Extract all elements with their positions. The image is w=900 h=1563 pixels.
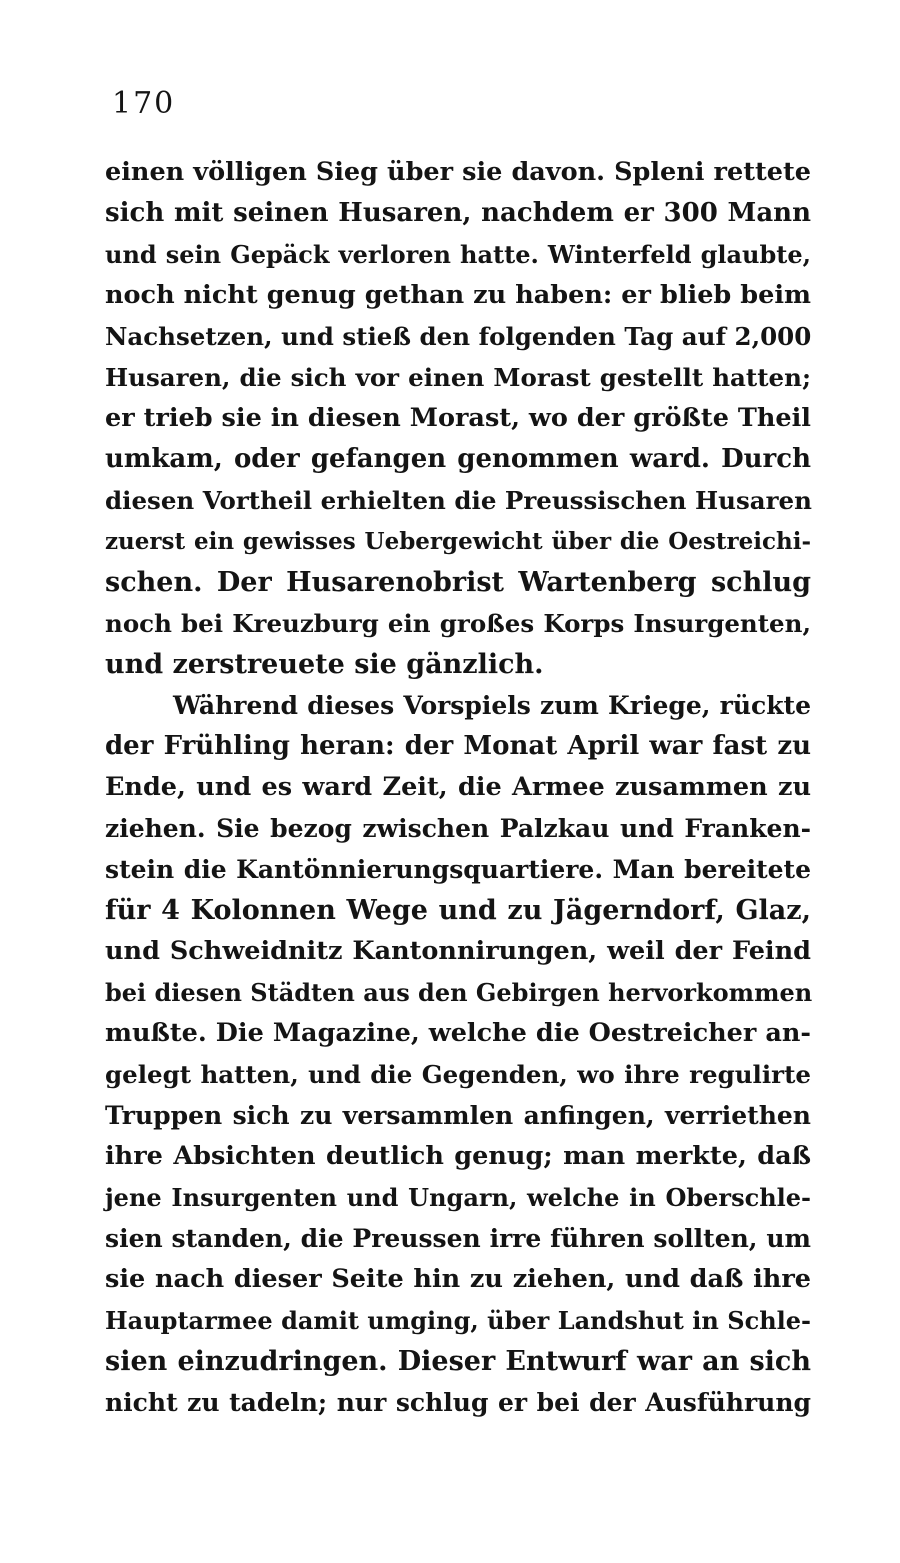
text-line: umkam, oder gefangen genommen ward. Durch [105,444,811,474]
text-line: und sein Gepäck verloren hatte. Winterfeld glaubte, [105,240,811,269]
paragraph-first-line: Während dieses Vorspiels zum Kriege, rückte [173,691,811,720]
text-line: Hauptarmee damit umging, über Landshut in Schle- [105,1306,811,1335]
text-line: zuerst ein gewisses Uebergewicht über die Oestreichi- [105,528,811,555]
text-line: sien einzudringen. Dieser Entwurf war an sich [105,1346,811,1377]
text-line: noch nicht genug gethan zu haben: er blieb beim [105,280,811,310]
text-line: Nachsetzen, und stieß den folgenden Tag auf 2,000 [105,322,812,351]
text-line: für 4 Kolonnen Wege und zu Jägerndorf, Glaz, [105,895,811,926]
text-line: stein die Kantönnierungsquartiere. Man bereitete [105,855,811,884]
text-line: sie nach dieser Seite hin zu ziehen, und daß ihre [105,1264,811,1294]
text-line: er trieb sie in diesen Morast, wo der größte Theil [105,403,811,433]
text-line: sich mit seinen Husaren, nachdem er 300 Mann [105,198,811,228]
body-text [105,152,811,1423]
page-number: 170 [112,86,176,121]
text-line: und zerstreuete sie gänzlich. [105,649,544,680]
text-line: nicht zu tadeln; nur schlug er bei der Ausführung [105,1388,811,1417]
text-line: einen völligen Sieg über sie davon. Spleni rettete [105,157,811,187]
text-line: Truppen sich zu versammlen anfingen, verriethen [105,1101,811,1130]
text-line: diesen Vortheil erhielten die Preussischen Husaren [105,486,812,515]
text-line: der Frühling heran: der Monat April war fast zu [105,731,811,761]
text-line: Ende, und es ward Zeit, die Armee zusammen zu [105,772,811,802]
text-line: bei diesen Städten aus den Gebirgen hervorkommen [105,978,813,1007]
text-line: gelegt hatten, und die Gegenden, wo ihre regulirte [105,1060,811,1089]
text-line: ihre Absichten deutlich genug; man merkte, daß [105,1141,811,1171]
text-line: und Schweidnitz Kantonnirungen, weil der Feind [105,936,811,966]
text-line: mußte. Die Magazine, welche die Oestreicher an- [105,1018,811,1048]
text-line: sien standen, die Preussen irre führen sollten, um [105,1224,811,1253]
text-line: jene Insurgenten und Ungarn, welche in Oberschle- [105,1183,811,1212]
text-line: ziehen. Sie bezog zwischen Palzkau und Franken- [105,814,811,843]
text-line: Husaren, die sich vor einen Morast gestellt hatten; [105,363,811,392]
text-line: schen. Der Husarenobrist Wartenberg schlug [105,567,811,598]
text-line: noch bei Kreuzburg ein großes Korps Insurgenten, [105,609,811,638]
